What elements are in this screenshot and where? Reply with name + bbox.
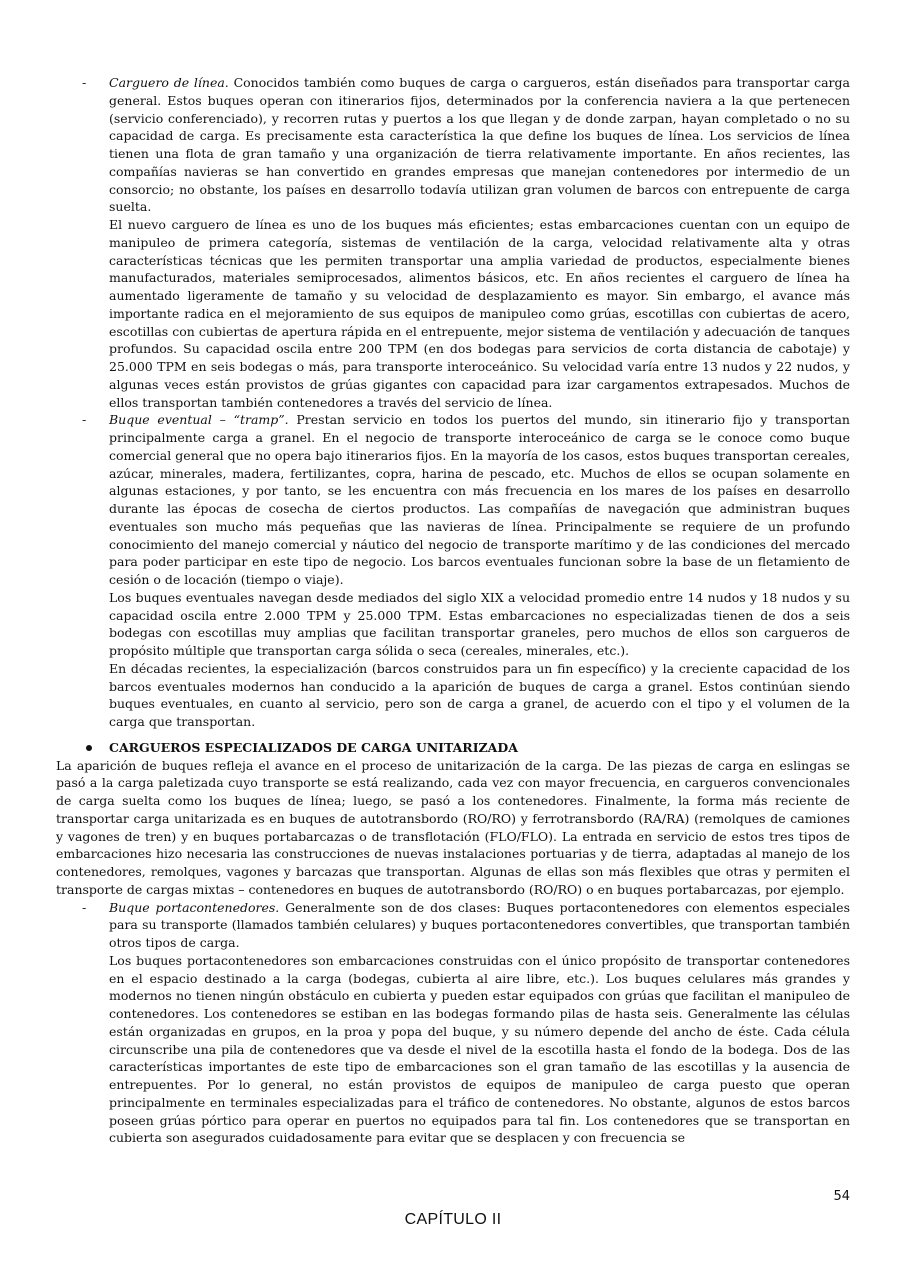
list-item-buque-eventual <box>56 411 850 589</box>
list-item-buque-portacontenedores <box>56 899 850 952</box>
dash-marker: - <box>82 75 87 90</box>
item-text: Generalmente son de dos clases: Buques portacontenedores con elementos especiales para su transporte (llamados también celulares) y buques portacontenedores convertibles, que transportan también otros tipos de carga. <box>109 899 850 950</box>
section-heading-text: CARGUEROS ESPECIALIZADOS DE CARGA UNITARIZADA <box>109 739 518 755</box>
paragraph: Los buques eventuales navegan desde mediados del siglo XIX a velocidad promedio entre 14 nudos y 18 nudos y su capacidad oscila entre 2.000 TPM y 25.000 TPM. Estas embarcaciones no especializadas tienen de dos a seis bodegas con escotillas muy amplias que facilitan transportar graneles, pero muchos de ellos son cargueros de propósito múltiple que transportan carga sólida o seca (cereales, minerales, etc.). <box>109 589 850 658</box>
dash-marker: - <box>82 899 87 915</box>
paragraph <box>109 899 850 952</box>
page-body <box>56 74 850 1147</box>
item-title: Buque portacontenedores. <box>109 899 280 915</box>
item-text: Conocidos también como buques de carga o cargueros, están diseñados para transportar carga general. Estos buques operan con itinerarios fijos, determinados por la conferencia naviera a la que pertenecen (servicio conferenciado), y recorren rutas y puertos a los que llegan y de donde zarpan, hayan completado o no su capacidad de carga. Es precisamente esta característica la que define los buques de línea. Los servicios de línea tienen una flota de gran tamaño y una organización de tierra relativamente importante. En años recientes, las compañías navieras se han convertido en grandes empresas que manejan contenedores por intermedio de un consorcio; no obstante, los países en desarrollo todavía utilizan gran volumen de barcos con entrepuente de carga suelta. <box>109 75 850 215</box>
item-title: Buque eventual – “tramp”. <box>109 412 289 428</box>
list-item-carguero-de-linea <box>56 74 850 216</box>
item-title: Carguero de línea. <box>109 75 229 90</box>
page-number: 54 <box>833 1189 850 1204</box>
paragraph: El nuevo carguero de línea es uno de los buques más eficientes; estas embarcaciones cuentan con un equipo de manipuleo de primera categoría, sistemas de ventilación de la carga, velocidad relativamente alta y otras características técnicas que les permiten transportar una amplia variedad de productos, especialmente bienes manufacturados, materiales semiprocesados, alimentos básicos, etc. En años recientes el carguero de línea ha aumentado ligeramente de tamaño y su velocidad de desplazamiento es mayor. Sin embargo, el avance más importante radica en el mejoramiento de sus equipos de manipuleo como grúas, escotillas con cubiertas de acero, escotillas con cubiertas de apertura rápida en el entrepuente, mejor sistema de ventilación y adecuación de tanques profundos. Su capacidad oscila entre 200 TPM (en dos bodegas para servicios de corta distancia de cabotaje) y 25.000 TPM en seis bodegas o más, para transporte interoceánico. Su velocidad varía entre 13 nudos y 22 nudos, y algunas veces están provistos de grúas gigantes con capacidad para izar cargamentos extrapesados. Muchos de ellos transportan también contenedores a través del servicio de línea. <box>109 217 850 410</box>
paragraph <box>109 74 850 216</box>
section-intro: La aparición de buques refleja el avance en el proceso de unitarización de la carga. De las piezas de carga en eslingas se pasó a la carga paletizada cuyo transporte se está realizando, cada vez con mayor frecuencia, en cargueros convencionales de carga suelta como los buques de línea; luego, se pasó a los contenedores. Finalmente, la forma más reciente de transportar carga unitarizada es en buques de autotransbordo (RO/RO) y ferrotransbordo (RA/RA) (remolques de camiones y vagones de tren) y en buques portabarcazas o de transflotación (FLO/FLO). La entrada en servicio de estos tres tipos de embarcaciones hizo necesaria las construcciones de nuevas instalaciones portuarias y de tierra, adaptadas al manejo de los contenedores, remolques, vagones y barcazas que transportan. Algunas de ellas son más flexibles que otras y permiten el transporte de cargas mixtas – contenedores en buques de autotransbordo (RO/RO) o en buques portabarcazas, por ejemplo. <box>56 757 850 897</box>
paragraph <box>109 411 850 589</box>
section-heading <box>56 739 850 757</box>
paragraph: Los buques portacontenedores son embarcaciones construidas con el único propósito de transportar contenedores en el espacio destinado a la carga (bodegas, cubierta al aire libre, etc.). Los buques celulares más grandes y modernos no tienen ningún obstáculo en cubierta y pueden estar equipados con grúas que facilitan el manipuleo de contenedores. Los contenedores se estiban en las bodegas formando pilas de hasta seis. Generalmente las células están organizadas en grupos, en la proa y popa del buque, y su número depende del ancho de éste. Cada célula circunscribe una pila de contenedores que va desde el nivel de la escotilla hasta el fondo de la bodega. Dos de las características importantes de este tipo de embarcaciones son el gran tamaño de las escotillas y la ausencia de entrepuentes. Por lo general, no están provistos de equipos de manipuleo de carga puesto que operan principalmente en terminales especializadas para el tráfico de contenedores. No obstante, algunos de estos barcos poseen grúas pórtico para operar en puertos no equipados para tal fin. Los contenedores que se transportan en cubierta son asegurados cuidadosamente para evitar que se desplacen y con frecuencia se <box>109 952 850 1146</box>
dash-marker: - <box>82 412 87 428</box>
item-text: Prestan servicio en todos los puertos del mundo, sin itinerario fijo y transportan principalmente carga a granel. En el negocio de transporte interoceánico de carga se le conoce como buque comercial general que no opera bajo itinerarios fijos. En la mayoría de los casos, estos buques transportan cereales, azúcar, minerales, madera, fertilizantes, copra, harina de pescado, etc. Muchos de ellos se ocupan solamente en algunas estaciones, y por tanto, se les encuentra con más frecuencia en los mares de los países en desarrollo durante las épocas de cosecha de ciertos productos. Las compañías de navegación que administran buques eventuales son mucho más pequeñas que las navieras de línea. Principalmente se requiere de un profundo conocimiento del manejo comercial y náutico del negocio de transporte marítimo y de las condiciones del mercado para poder participar en este tipo de negocio. Los barcos eventuales funcionan sobre la base de un fletamiento de cesión o de locación (tiempo o viaje). <box>109 412 850 587</box>
bullet-dot-icon <box>86 745 92 751</box>
paragraph: En décadas recientes, la especialización (barcos construidos para un fin específico) y la creciente capacidad de los barcos eventuales modernos han conducido a la aparición de buques de carga a granel. Estos continúan siendo buques eventuales, en cuanto al servicio, pero son de carga a granel, de acuerdo con el tipo y el volumen de la carga que transportan. <box>109 660 850 729</box>
chapter-footer: CAPÍTULO II <box>404 1211 502 1228</box>
